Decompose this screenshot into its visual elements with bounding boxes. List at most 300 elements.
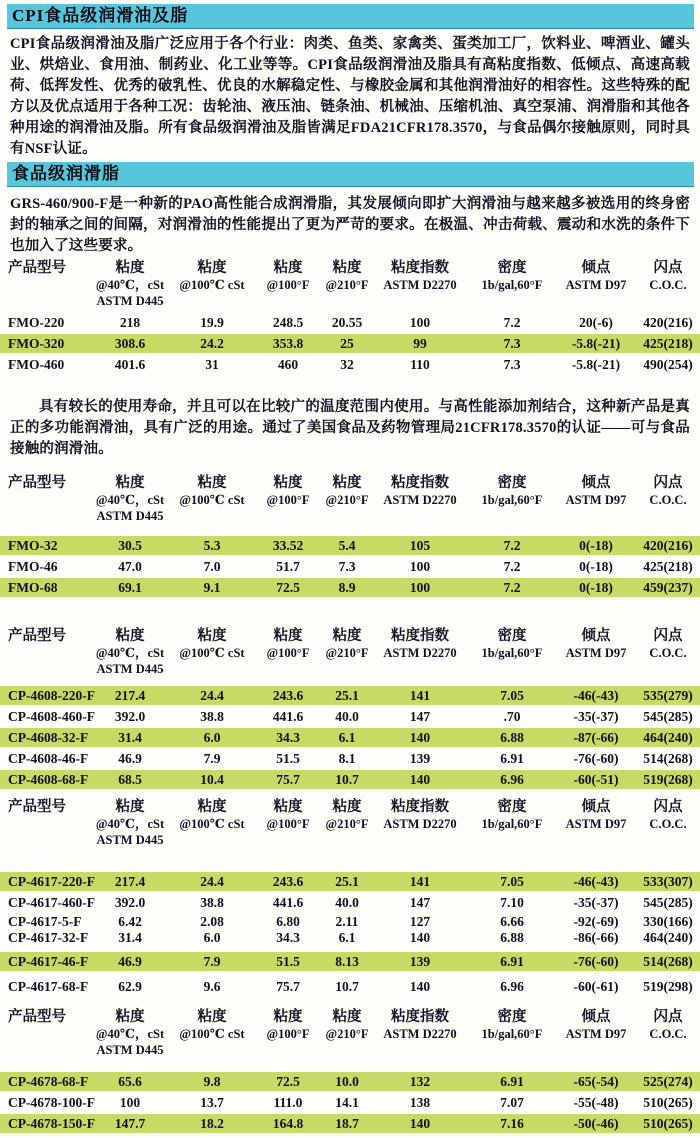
table-row (0, 355, 700, 374)
column-header (636, 1008, 700, 1058)
table-row (0, 707, 700, 726)
column-header-sublabel (322, 1042, 372, 1058)
column-header-sublabel (322, 832, 372, 848)
cell-value: -55(-48) (573, 1095, 619, 1110)
column-header-sublabel: @210°F (325, 493, 369, 507)
column-header (170, 1008, 254, 1058)
cell-value: 62.9 (118, 979, 142, 994)
column-header-sublabel (468, 508, 556, 524)
cell-value: 6.66 (500, 914, 524, 929)
product-model: FMO-460 (8, 357, 65, 372)
table-row (0, 977, 700, 996)
cell-value: 20.55 (331, 315, 363, 330)
table-row (0, 952, 700, 971)
column-header-sublabel (170, 508, 254, 524)
product-model: CP-4608-68-F (8, 772, 89, 787)
cell-value: 7.16 (500, 1116, 524, 1131)
column-header-label: 粘度 (115, 628, 145, 644)
cell-value: 10.7 (335, 979, 359, 994)
cell-value: 5.4 (338, 538, 356, 553)
cell-value: 545(285) (643, 709, 693, 724)
product-model: CP-4617-32-F (8, 930, 89, 945)
column-header (556, 474, 636, 524)
cell-value: 7.2 (503, 538, 521, 553)
column-header-sublabel (372, 508, 468, 524)
cell-value: 147 (409, 709, 431, 724)
cell-value: 0(-18) (579, 538, 613, 553)
cell-value: 24.4 (200, 874, 224, 889)
cell-value: .70 (503, 709, 521, 724)
cell-value: 6.96 (500, 772, 524, 787)
column-header-label: 粘度 (115, 1009, 145, 1025)
cell-value: 243.6 (272, 874, 304, 889)
column-header-sublabel (170, 293, 254, 309)
column-header (322, 798, 372, 848)
product-model: CP-4617-460-F (8, 895, 95, 910)
product-table-cp4608 (0, 627, 700, 789)
cell-value: 164.8 (272, 1116, 304, 1131)
product-model: FMO-46 (8, 559, 58, 574)
column-header-sublabel (636, 661, 700, 677)
column-header-sublabel (636, 293, 700, 309)
cell-value: 217.4 (114, 688, 146, 703)
column-header-sublabel (468, 293, 556, 309)
table-row (0, 1114, 700, 1133)
table-header (0, 259, 700, 309)
cell-value: 139 (409, 751, 431, 766)
cell-value: 132 (409, 1074, 431, 1089)
column-header-label: 粘度 (273, 1009, 303, 1025)
cell-value: 105 (409, 538, 431, 553)
product-model: CP-4678-68-F (8, 1074, 89, 1089)
table-row (0, 578, 700, 597)
column-header-sublabel: C.O.C. (649, 817, 687, 831)
cell-value: -60(-61) (573, 979, 619, 994)
product-table-fmo-light (0, 474, 700, 597)
cell-value: 535(279) (643, 688, 693, 703)
cell-value: 6.1 (338, 930, 356, 945)
cell-value: 459(237) (643, 580, 693, 595)
column-header-sublabel: @100°F (266, 1027, 310, 1041)
cell-value: 140 (409, 1116, 431, 1131)
column-header-sublabel: @100°F (266, 278, 310, 292)
column-header-sublabel (8, 661, 90, 677)
cell-value: 72.5 (276, 1074, 300, 1089)
product-model: CP-4617-5-F (8, 914, 82, 929)
cell-value: 34.3 (276, 730, 300, 745)
column-header-label: 倾点 (581, 1009, 611, 1025)
column-header (372, 259, 468, 309)
cell-value: 464(240) (643, 730, 693, 745)
table-row (0, 1072, 700, 1091)
column-header-sublabel (322, 293, 372, 309)
column-header-sublabel (636, 832, 700, 848)
table-body (0, 313, 700, 374)
column-header-label: 粘度 (273, 260, 303, 276)
column-header (254, 259, 322, 309)
cell-value: 141 (409, 688, 431, 703)
section-header-food-grade-grease (7, 162, 694, 187)
cell-value: 7.05 (500, 874, 524, 889)
section-title: 食品级润滑脂 (12, 164, 120, 183)
product-model: CP-4617-220-F (8, 874, 95, 889)
column-header (90, 1008, 170, 1058)
cell-value: 9.1 (203, 580, 221, 595)
cell-value: 392.0 (114, 895, 146, 910)
table-row (0, 872, 700, 891)
column-header-sublabel (556, 508, 636, 524)
column-header (372, 627, 468, 677)
cell-value: 441.6 (272, 709, 304, 724)
cell-value: 6.96 (500, 979, 524, 994)
column-header-sublabel: @100℃ cSt (179, 278, 245, 292)
cell-value: 514(268) (643, 954, 693, 969)
column-header-sublabel: @100℃ cSt (179, 646, 245, 660)
column-header (0, 259, 90, 309)
column-header-label: 密度 (497, 260, 527, 276)
cell-value: 7.05 (500, 688, 524, 703)
cell-value: 7.0 (203, 559, 221, 574)
column-header-label: 闪点 (653, 799, 683, 815)
intro-paragraph: CPI食品级润滑油及脂广泛应用于各个行业：肉类、鱼类、家禽类、蛋类加工厂，饮料业、啤酒业、罐头业、烘焙业、食用油、制药业、化工业等等。CPI食品级润滑油及脂具有高粘度指数、低倾点、高速高载荷、低挥发性、优秀的破乳性、优良的水解稳定性、与橡胶金属和其他润滑油好的相容性。这些特殊的配方以及优点适用于各种工况：齿轮油、液压油、链条油、机械油、压缩机油、真空泵浦、润滑脂和其他各种用途的润滑油及脂。所有食品级润滑油及脂皆满足FDA21CFR178.3570，与食品偶尔接触原则，同时具有NSF认证。 (10, 36, 690, 157)
product-model: CP-4617-68-F (8, 979, 89, 994)
cell-value: 65.6 (118, 1074, 142, 1089)
table-body (0, 686, 700, 789)
column-header (90, 474, 170, 524)
column-header-label: 密度 (497, 628, 527, 644)
cell-value: 490(254) (643, 357, 693, 372)
cell-value: 30.5 (118, 538, 142, 553)
cell-value: 7.3 (338, 559, 356, 574)
column-header (254, 798, 322, 848)
cell-value: 140 (409, 979, 431, 994)
column-header-sublabel: @100°F (266, 817, 310, 831)
cell-value: 7.9 (203, 751, 221, 766)
column-header-label: 粘度指数 (391, 475, 449, 491)
product-model: FMO-32 (8, 538, 58, 553)
column-header-sublabel: ASTM D97 (565, 646, 627, 660)
column-header-sublabel: @40℃，cSt (95, 646, 165, 660)
column-header-label: 产品型号 (8, 1009, 66, 1025)
cell-value: 19.9 (200, 315, 224, 330)
cell-value: 10.4 (200, 772, 224, 787)
cell-value: 392.0 (114, 709, 146, 724)
column-header-sublabel: @100℃ cSt (179, 493, 245, 507)
cell-value: 10.0 (335, 1074, 359, 1089)
table-row (0, 728, 700, 747)
column-header (556, 1008, 636, 1058)
cell-value: 525(274) (643, 1074, 693, 1089)
product-table-fmo-heavy (0, 259, 700, 374)
column-header-label: 密度 (497, 1009, 527, 1025)
column-header-sublabel: @210°F (325, 1027, 369, 1041)
column-header-label: 产品型号 (8, 628, 66, 644)
column-header-sublabel: @210°F (325, 817, 369, 831)
cell-value: 425(218) (643, 336, 693, 351)
column-header-sublabel (170, 1042, 254, 1058)
column-header-sublabel (8, 832, 90, 848)
column-header-sublabel: @40℃，cSt (95, 817, 165, 831)
cell-value: 0(-18) (579, 559, 613, 574)
cell-value: 51.5 (276, 751, 300, 766)
column-header (556, 259, 636, 309)
cell-value: 38.8 (200, 709, 224, 724)
cell-value: 46.9 (118, 751, 142, 766)
product-model: FMO-320 (8, 336, 65, 351)
column-header-label: 粘度 (332, 260, 362, 276)
product-table-cp4617 (0, 798, 700, 996)
cell-value: 140 (409, 730, 431, 745)
cell-value: 7.3 (503, 336, 521, 351)
column-header-sublabel (254, 832, 322, 848)
cell-value: 10.7 (335, 772, 359, 787)
cell-value: 140 (409, 930, 431, 945)
column-header-label: 闪点 (653, 628, 683, 644)
column-header (468, 627, 556, 677)
column-header-sublabel (8, 645, 90, 661)
column-header-label: 粘度 (115, 799, 145, 815)
column-header-sublabel (8, 492, 90, 508)
cell-value: 68.5 (118, 772, 142, 787)
table-body (0, 872, 700, 996)
cell-value: 72.5 (276, 580, 300, 595)
cell-value: 7.3 (503, 357, 521, 372)
cell-value: 18.2 (200, 1116, 224, 1131)
column-header (322, 627, 372, 677)
column-header-sublabel: @210°F (325, 278, 369, 292)
table-body (0, 536, 700, 597)
column-header-sublabel: @100℃ cSt (179, 817, 245, 831)
cell-value: -86(-66) (573, 930, 619, 945)
column-header-label: 倾点 (581, 475, 611, 491)
column-header-sublabel: ASTM D445 (96, 294, 164, 308)
column-header-sublabel (556, 832, 636, 848)
column-header-label: 产品型号 (8, 260, 66, 276)
cell-value: 141 (409, 874, 431, 889)
column-header (636, 627, 700, 677)
table-row (0, 770, 700, 789)
column-header-label: 粘度 (273, 799, 303, 815)
column-header-label: 粘度 (197, 475, 227, 491)
table-row (0, 536, 700, 555)
column-header-sublabel: ASTM D2270 (383, 646, 457, 660)
column-header-label: 闪点 (653, 1009, 683, 1025)
table-header (0, 1008, 700, 1058)
cell-value: 110 (410, 357, 430, 372)
column-header-sublabel: 1b/gal,60°F (481, 817, 543, 831)
cell-value: 9.6 (203, 979, 221, 994)
column-header-sublabel (468, 832, 556, 848)
column-header (468, 474, 556, 524)
cell-value: 6.91 (500, 954, 524, 969)
cell-value: 7.2 (503, 559, 521, 574)
column-header-sublabel: ASTM D445 (96, 662, 164, 676)
column-header (372, 474, 468, 524)
column-header-sublabel: ASTM D97 (565, 493, 627, 507)
cell-value: 140 (409, 772, 431, 787)
column-header-label: 粘度 (332, 1009, 362, 1025)
cell-value: 330(166) (643, 914, 693, 929)
column-header-sublabel (8, 293, 90, 309)
cell-value: 2.08 (200, 914, 224, 929)
column-header-sublabel (254, 508, 322, 524)
mid-note-paragraph: 具有较长的使用寿命，并且可以在比较广的温度范围内使用。与高性能添加剂结合，这种新产品是真正的多功能润滑油，具有广泛的用途。通过了美国食品及药物管理局21CFR178.3570的认证——可与食品接触的润滑油。 (10, 399, 690, 457)
column-header-sublabel: ASTM D97 (565, 1027, 627, 1041)
column-header-sublabel (556, 1042, 636, 1058)
column-header (322, 1008, 372, 1058)
column-header (468, 259, 556, 309)
column-header-sublabel (372, 293, 468, 309)
column-header-sublabel (254, 661, 322, 677)
column-header-sublabel (254, 293, 322, 309)
column-header-label: 粘度 (197, 1009, 227, 1025)
cell-value: 8.13 (335, 954, 359, 969)
table-header (0, 627, 700, 677)
cell-value: 31.4 (118, 930, 142, 945)
column-header (170, 798, 254, 848)
cell-value: 147 (409, 895, 431, 910)
column-header-sublabel: ASTM D2270 (383, 493, 457, 507)
column-header (556, 798, 636, 848)
column-header-sublabel (322, 661, 372, 677)
cell-value: -46(-43) (573, 874, 619, 889)
column-header-label: 粘度指数 (391, 799, 449, 815)
cell-value: 7.07 (500, 1095, 524, 1110)
cell-value: 14.1 (335, 1095, 359, 1110)
grease-paragraph: GRS-460/900-F是一种新的PAO高性能合成润滑脂，其发展倾向即扩大润滑油与越来越多被选用的终身密封的轴承之间的间隔，对润滑油的性能提出了更为严苛的要求。在极温、冲击荷载、震动和水洗的条件下也加入了这些要求。 (10, 196, 690, 254)
cell-value: -35(-37) (573, 895, 619, 910)
column-header-sublabel: ASTM D2270 (383, 278, 457, 292)
column-header-sublabel (322, 508, 372, 524)
column-header-label: 倾点 (581, 260, 611, 276)
column-header (322, 474, 372, 524)
column-header-sublabel: 1b/gal,60°F (481, 278, 543, 292)
cell-value: -65(-54) (573, 1074, 619, 1089)
product-model: CP-4617-46-F (8, 954, 89, 969)
column-header-sublabel (468, 661, 556, 677)
cell-value: 510(265) (643, 1116, 693, 1131)
column-header-label: 粘度指数 (391, 1009, 449, 1025)
column-header-label: 粘度 (332, 799, 362, 815)
column-header-sublabel (8, 816, 90, 832)
cell-value: 40.0 (335, 895, 359, 910)
cell-value: 425(218) (643, 559, 693, 574)
column-header (468, 798, 556, 848)
column-header (372, 798, 468, 848)
cell-value: 46.9 (118, 954, 142, 969)
column-header-sublabel (8, 277, 90, 293)
cell-value: 100 (409, 559, 431, 574)
cell-value: 75.7 (276, 772, 300, 787)
column-header (90, 627, 170, 677)
column-header-sublabel: 1b/gal,60°F (481, 646, 543, 660)
cell-value: 519(268) (643, 772, 693, 787)
cell-value: 248.5 (272, 315, 304, 330)
column-header-label: 密度 (497, 475, 527, 491)
cell-value: 6.91 (500, 1074, 524, 1089)
cell-value: 218 (119, 315, 141, 330)
column-header-sublabel: @40℃，cSt (95, 493, 165, 507)
column-header-sublabel (636, 508, 700, 524)
column-header-sublabel (636, 1042, 700, 1058)
section-title: CPI食品级润滑油及脂 (12, 6, 189, 25)
column-header-sublabel: C.O.C. (649, 1027, 687, 1041)
column-header-sublabel: @100℃ cSt (179, 1027, 245, 1041)
column-header (90, 259, 170, 309)
column-header (0, 627, 90, 677)
column-header-label: 粘度 (273, 475, 303, 491)
cell-value: 519(298) (643, 979, 693, 994)
table-body (0, 1072, 700, 1133)
column-header-label: 闪点 (653, 260, 683, 276)
column-header-label: 粘度 (332, 628, 362, 644)
cell-value: 460 (277, 357, 299, 372)
column-header-sublabel: @40℃，cSt (95, 1027, 165, 1041)
cell-value: 243.6 (272, 688, 304, 703)
column-header (0, 1008, 90, 1058)
cell-value: 100 (409, 580, 431, 595)
cell-value: 40.0 (335, 709, 359, 724)
column-header-sublabel: @100°F (266, 646, 310, 660)
cell-value: 6.88 (500, 930, 524, 945)
table-row (0, 930, 700, 946)
cell-value: 420(216) (643, 538, 693, 553)
cell-value: 24.2 (200, 336, 224, 351)
column-header (636, 798, 700, 848)
column-header-sublabel (556, 293, 636, 309)
product-model: CP-4608-46-F (8, 751, 89, 766)
cell-value: -5.8(-21) (571, 336, 621, 351)
cell-value: 217.4 (114, 874, 146, 889)
column-header-label: 产品型号 (8, 799, 66, 815)
column-header (170, 259, 254, 309)
column-header-sublabel (372, 1042, 468, 1058)
column-header-sublabel (170, 832, 254, 848)
cell-value: 31 (205, 357, 219, 372)
column-header-label: 粘度 (273, 628, 303, 644)
column-header-sublabel: ASTM D445 (96, 509, 164, 523)
cell-value: 18.7 (335, 1116, 359, 1131)
cell-value: -46(-43) (573, 688, 619, 703)
product-model: CP-4608-460-F (8, 709, 95, 724)
table-row (0, 1093, 700, 1112)
column-header-sublabel: @40℃，cSt (95, 278, 165, 292)
column-header-sublabel (372, 661, 468, 677)
column-header-sublabel: ASTM D2270 (383, 817, 457, 831)
column-header-label: 粘度 (197, 260, 227, 276)
cell-value: 24.4 (200, 688, 224, 703)
cell-value: 75.7 (276, 979, 300, 994)
column-header (372, 1008, 468, 1058)
cell-value: 25.1 (335, 874, 359, 889)
cell-value: 38.8 (200, 895, 224, 910)
product-table-cp4678 (0, 1008, 700, 1133)
cell-value: 9.8 (203, 1074, 221, 1089)
column-header-sublabel: C.O.C. (649, 493, 687, 507)
column-header-sublabel (8, 508, 90, 524)
cell-value: 441.6 (272, 895, 304, 910)
cell-value: 510(265) (643, 1095, 693, 1110)
cell-value: -60(-51) (573, 772, 619, 787)
column-header-sublabel (556, 661, 636, 677)
cell-value: 6.42 (118, 914, 142, 929)
column-header-label: 粘度 (197, 799, 227, 815)
table-row (0, 313, 700, 332)
cell-value: 51.7 (276, 559, 300, 574)
cell-value: 2.11 (335, 914, 359, 929)
column-header-label: 粘度 (115, 475, 145, 491)
cell-value: 13.7 (200, 1095, 224, 1110)
